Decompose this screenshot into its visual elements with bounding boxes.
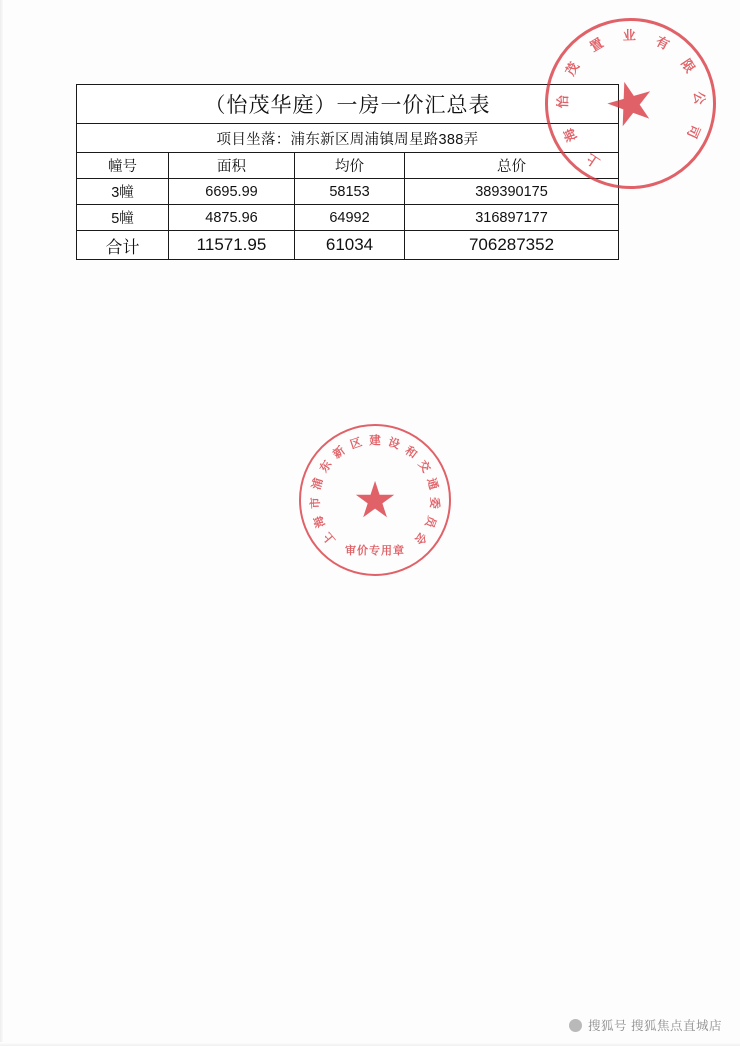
column-header-unit-price: 均价: [295, 153, 405, 179]
table-row: [77, 205, 619, 231]
government-seal-stamp: [299, 424, 451, 576]
page-edge-left: [0, 0, 4, 1046]
project-address-value: 浦东新区周浦镇周星路388弄: [290, 131, 479, 148]
project-address-label: 项目坐落：: [216, 131, 291, 148]
project-address-cell: [77, 124, 619, 153]
column-header-total-price: 总价: [405, 153, 619, 179]
column-header-area: 面积: [169, 153, 295, 179]
cell-building: 3幢: [77, 179, 169, 205]
cell-unit-price: 64992: [295, 205, 405, 231]
price-summary-table: [76, 84, 619, 260]
page-title: （怡茂华庭）一房一价汇总表: [77, 85, 619, 124]
cell-total-price: 389390175: [405, 179, 619, 205]
column-header-building: 幢号: [77, 153, 169, 179]
table-title-row: [77, 85, 619, 124]
cell-total-total-price: 706287352: [405, 231, 619, 260]
table-address-row: [77, 124, 619, 153]
footer-watermark: [569, 1016, 722, 1034]
watermark-logo-icon: [569, 1019, 582, 1032]
footer-watermark-text: 搜狐号 搜狐焦点直城店: [588, 1019, 722, 1033]
table-row: [77, 179, 619, 205]
cell-total-price: 316897177: [405, 205, 619, 231]
cell-total-unit-price: 61034: [295, 231, 405, 260]
cell-total-area: 11571.95: [169, 231, 295, 260]
government-seal-ring-text: 上 海 市 浦 东 新 区 建 设 和 交 通 委 员 会: [309, 435, 441, 547]
star-icon: ★: [352, 472, 398, 528]
government-seal-bottom-text: 审价专用章: [345, 545, 405, 557]
price-summary-block: [76, 84, 618, 260]
cell-unit-price: 58153: [295, 179, 405, 205]
table-header-row: [77, 153, 619, 179]
cell-building: 5幢: [77, 205, 169, 231]
cell-area: 4875.96: [169, 205, 295, 231]
star-icon: ★: [596, 64, 665, 142]
table-total-row: [77, 231, 619, 260]
company-seal-ring-text: 上 海 怡 茂 置 业 有 限 公 司: [554, 27, 707, 171]
cell-total-label: 合计: [77, 231, 169, 260]
page-edge-bottom: [0, 1042, 740, 1046]
cell-area: 6695.99: [169, 179, 295, 205]
